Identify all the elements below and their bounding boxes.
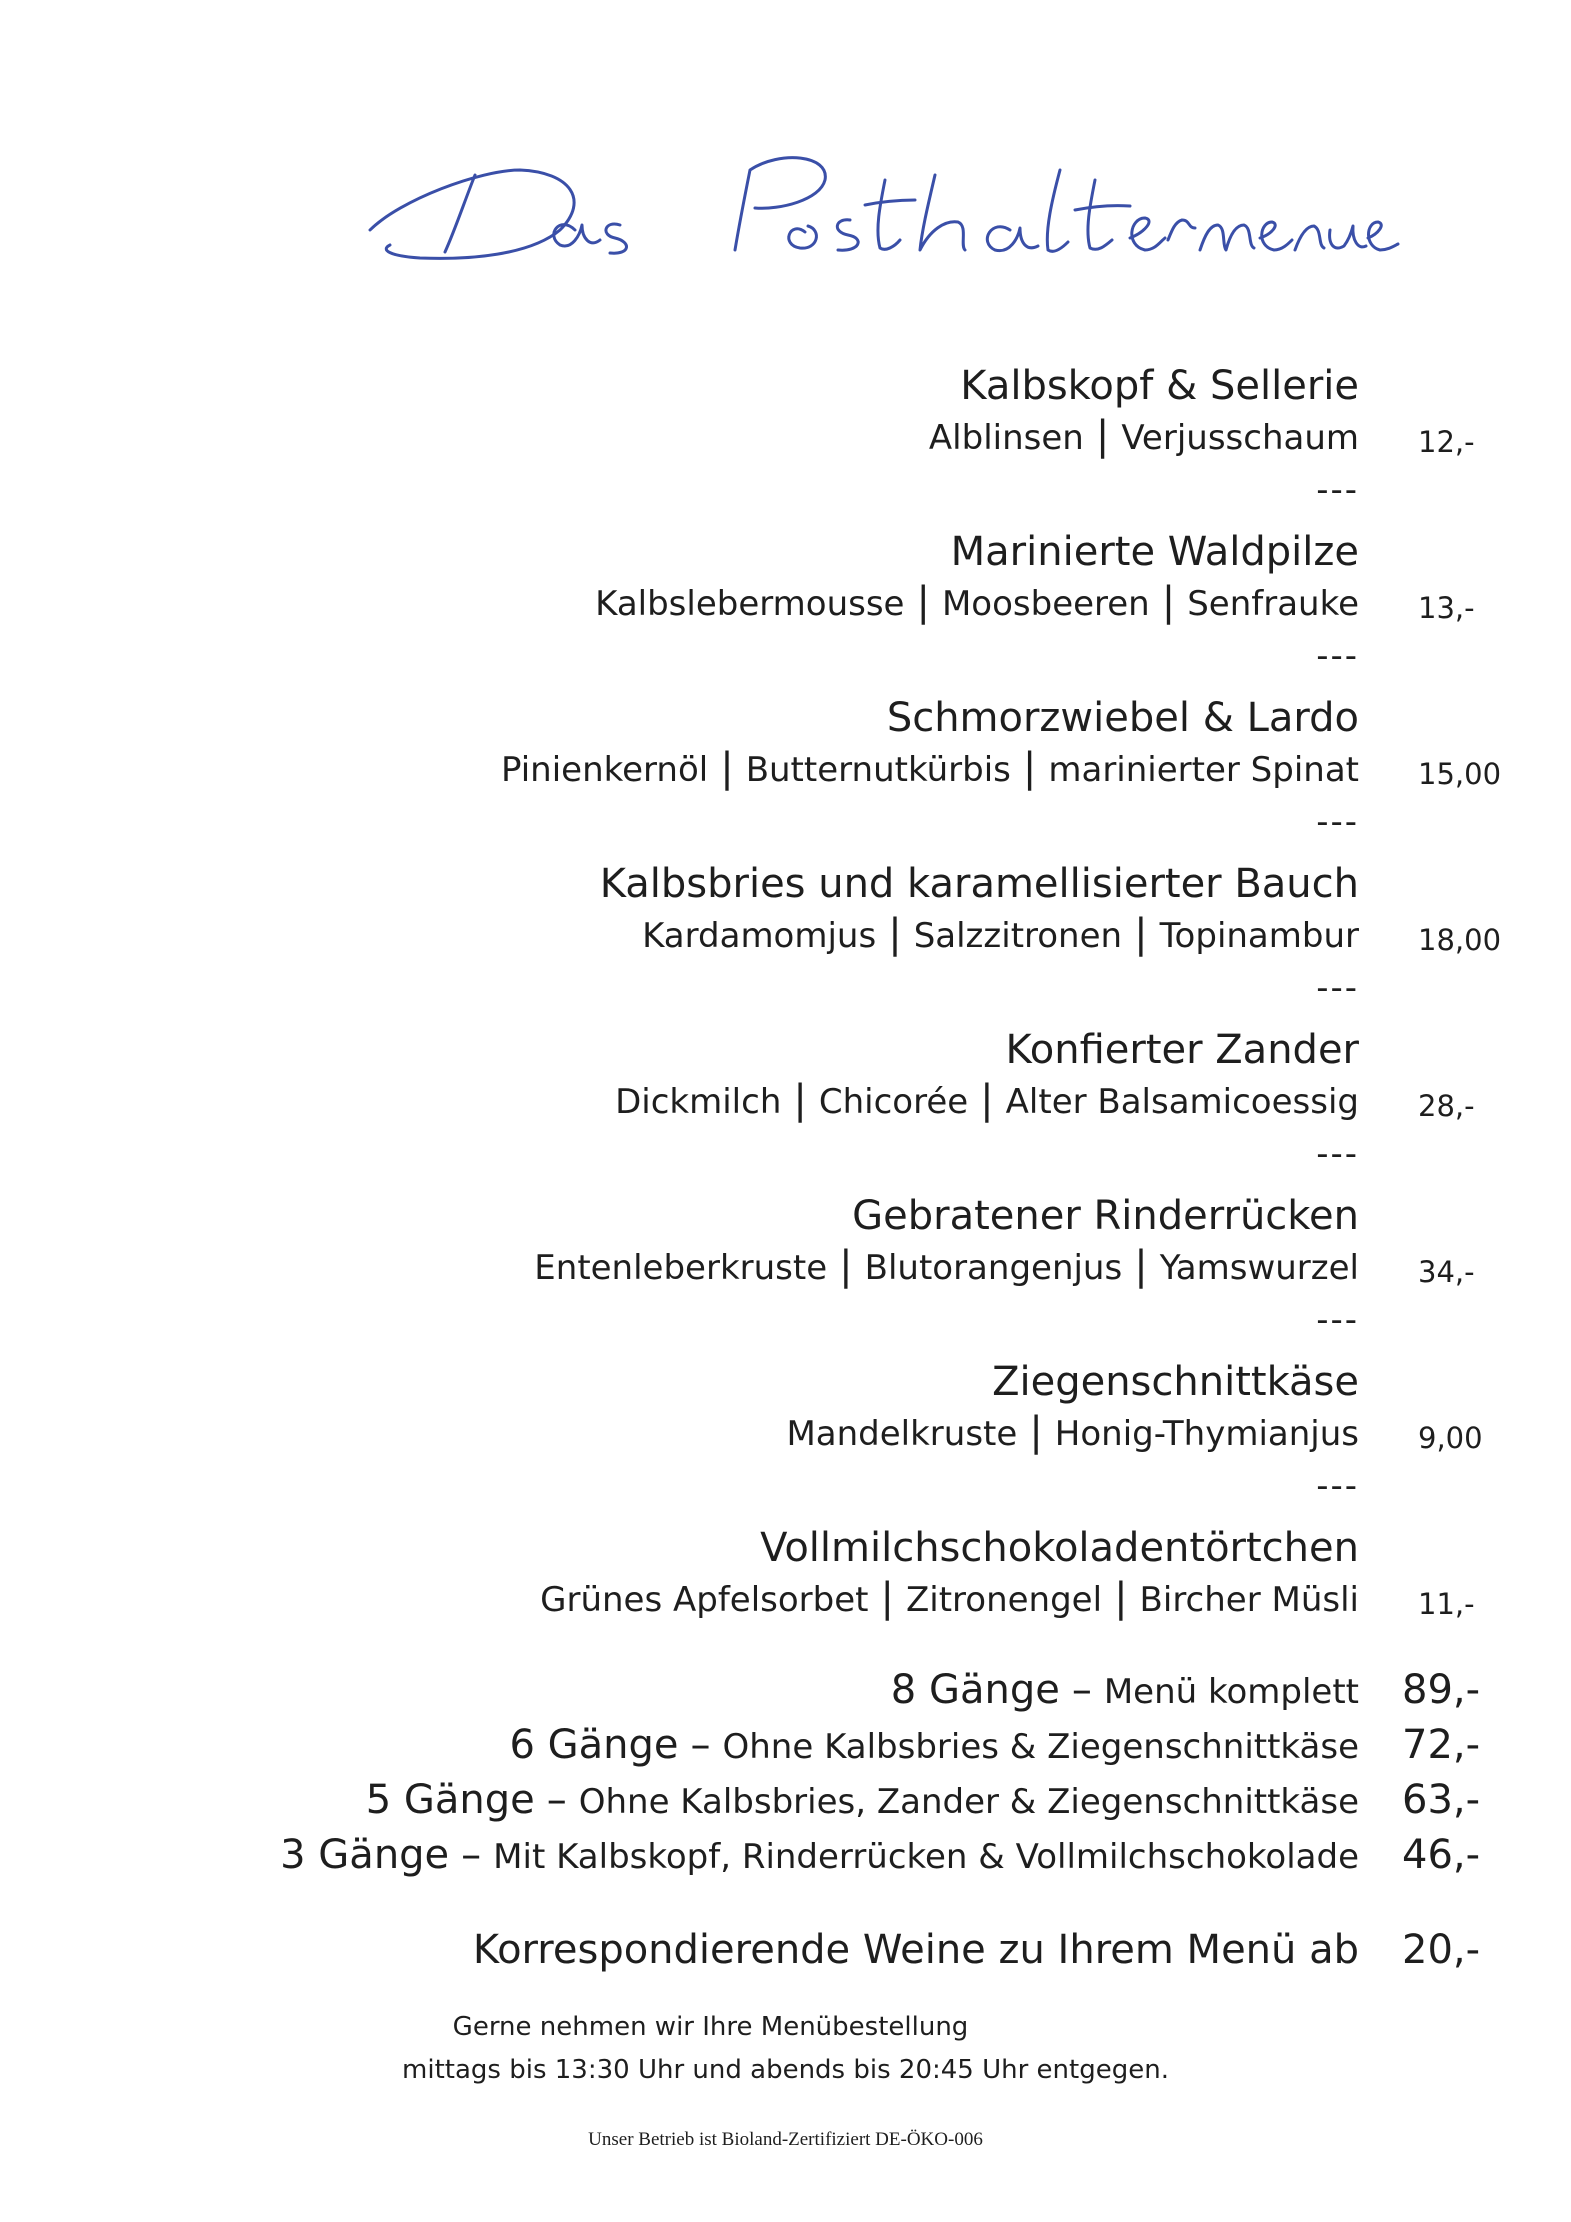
component-separator: |: [839, 1243, 853, 1289]
dish-component: Mandelkruste: [786, 1414, 1018, 1454]
dish-component: Bircher Müsli: [1139, 1580, 1359, 1620]
course-count: 5 Gänge: [365, 1777, 535, 1823]
dish-components: [501, 746, 1359, 792]
dish-name: Gebratener Rinderrücken: [852, 1193, 1359, 1239]
dish-price: 9,00: [1418, 1421, 1483, 1455]
wine-pairing-price: 20,-: [1402, 1927, 1481, 1973]
wine-pairing-label: Korrespondierende Weine zu Ihrem Menü ab: [472, 1927, 1359, 1973]
dish-name: Vollmilchschokoladentörtchen: [760, 1525, 1359, 1571]
dish-components: [786, 1410, 1359, 1456]
dish-component: Alblinsen: [928, 418, 1084, 458]
dish-name: Konfierter Zander: [1005, 1027, 1359, 1073]
dish-component: Kardamomjus: [642, 916, 877, 956]
course-option: [0, 1663, 1571, 1718]
component-separator: |: [980, 1077, 994, 1123]
course-count: 6 Gänge: [509, 1722, 679, 1768]
component-separator: |: [880, 1575, 894, 1621]
course-option: [0, 1773, 1571, 1828]
dish-price: 34,-: [1418, 1255, 1475, 1289]
course-description: Menü komplett: [1103, 1672, 1359, 1712]
dish-name: Kalbsbries und karamellisierter Bauch: [599, 861, 1359, 907]
dish-price: 12,-: [1418, 425, 1475, 459]
dish-item: [0, 692, 1571, 858]
dish-item: [0, 1356, 1571, 1522]
order-note-line-1: Gerne nehmen wir Ihre Menübestellung: [452, 2012, 969, 2042]
dish-item: [0, 360, 1571, 526]
dish-component: Alter Balsamicoessig: [1005, 1082, 1359, 1122]
dish-component: Verjusschaum: [1121, 418, 1359, 458]
dish-component: Entenleberkruste: [534, 1248, 828, 1288]
dish-item: [0, 858, 1571, 1024]
component-separator: |: [1029, 1409, 1043, 1455]
dish-component: Moosbeeren: [941, 584, 1150, 624]
component-separator: |: [793, 1077, 807, 1123]
dish-component: Senfrauke: [1187, 584, 1359, 624]
course-dash: –: [1071, 1667, 1092, 1713]
component-separator: |: [1134, 911, 1148, 957]
dish-components: [929, 414, 1359, 460]
dish-price: 13,-: [1418, 591, 1475, 625]
dish-components: [540, 1576, 1359, 1622]
course-description: Mit Kalbskopf, Rinderrücken & Vollmilchschokolade: [493, 1837, 1359, 1877]
dish-divider: ---: [1316, 636, 1359, 676]
course-option-text: [509, 1718, 1359, 1780]
dish-item: [0, 526, 1571, 692]
dish-name: Schmorzwiebel & Lardo: [886, 695, 1359, 741]
dish-price: 18,00: [1418, 923, 1502, 957]
dish-name: Ziegenschnittkäse: [992, 1359, 1359, 1405]
dish-components: [595, 580, 1359, 626]
wine-pairing: [0, 1920, 1571, 1980]
dish-divider: ---: [1316, 968, 1359, 1008]
dish-component: Zitronengel: [905, 1580, 1103, 1620]
dish-divider: ---: [1316, 802, 1359, 842]
dish-component: Blutorangenjus: [864, 1248, 1123, 1288]
dish-component: Salzzitronen: [913, 916, 1123, 956]
dish-price: 15,00: [1418, 757, 1502, 791]
course-price: 72,-: [1402, 1722, 1481, 1768]
dish-divider: ---: [1316, 1300, 1359, 1340]
dish-component: Yamswurzel: [1159, 1248, 1359, 1288]
component-separator: |: [1134, 1243, 1148, 1289]
dish-divider: ---: [1316, 1466, 1359, 1506]
dish-item: [0, 1190, 1571, 1356]
component-separator: |: [1022, 745, 1037, 791]
component-separator: |: [916, 579, 930, 625]
course-option-text: [891, 1663, 1359, 1725]
course-price: 63,-: [1402, 1777, 1481, 1823]
dish-component: Pinienkernöl: [500, 750, 709, 790]
dish-price: 11,-: [1418, 1587, 1475, 1621]
certification-footer: Unser Betrieb ist Bioland-Zertifiziert DE-ÖKO-006: [588, 2129, 983, 2150]
dish-component: Chicorée: [818, 1082, 969, 1122]
dish-name: Kalbskopf & Sellerie: [960, 363, 1359, 409]
component-separator: |: [1161, 579, 1176, 625]
course-description: Ohne Kalbsbries, Zander & Ziegenschnittkäse: [578, 1782, 1359, 1822]
dish-item: [0, 1024, 1571, 1190]
dish-component: Grünes Apfelsorbet: [540, 1580, 869, 1620]
dish-component: Honig-Thymianjus: [1054, 1414, 1359, 1454]
component-separator: |: [888, 911, 902, 957]
course-description: Ohne Kalbsbries & Ziegenschnittkäse: [722, 1727, 1359, 1767]
dish-component: Butternutkürbis: [745, 750, 1011, 790]
dish-component: Dickmilch: [615, 1082, 782, 1122]
dish-components: [615, 1078, 1359, 1124]
dish-component: marinierter Spinat: [1048, 750, 1359, 790]
component-separator: |: [1095, 413, 1110, 459]
course-dash: –: [546, 1777, 567, 1823]
course-count: 3 Gänge: [280, 1832, 450, 1878]
dish-component: Kalbslebermousse: [595, 584, 905, 624]
course-option: [0, 1718, 1571, 1773]
dish-price: 28,-: [1418, 1089, 1475, 1123]
component-separator: |: [720, 745, 734, 791]
dish-divider: ---: [1316, 470, 1359, 510]
course-dash: –: [690, 1722, 711, 1768]
course-option-text: [280, 1828, 1359, 1890]
handwritten-title: [360, 120, 1400, 270]
dish-component: Topinambur: [1159, 916, 1359, 956]
dish-components: [642, 912, 1359, 958]
course-count: 8 Gänge: [890, 1667, 1060, 1713]
order-note-line-2: mittags bis 13:30 Uhr und abends bis 20:45 Uhr entgegen.: [402, 2055, 1169, 2085]
dish-divider: ---: [1316, 1134, 1359, 1174]
course-price: 89,-: [1402, 1667, 1481, 1713]
course-dash: –: [461, 1832, 482, 1878]
component-separator: |: [1114, 1575, 1128, 1621]
dish-name: Marinierte Waldpilze: [950, 529, 1359, 575]
course-option-text: [366, 1773, 1359, 1835]
course-price: 46,-: [1402, 1832, 1481, 1878]
course-option: [0, 1828, 1571, 1883]
dish-components: [534, 1244, 1359, 1290]
